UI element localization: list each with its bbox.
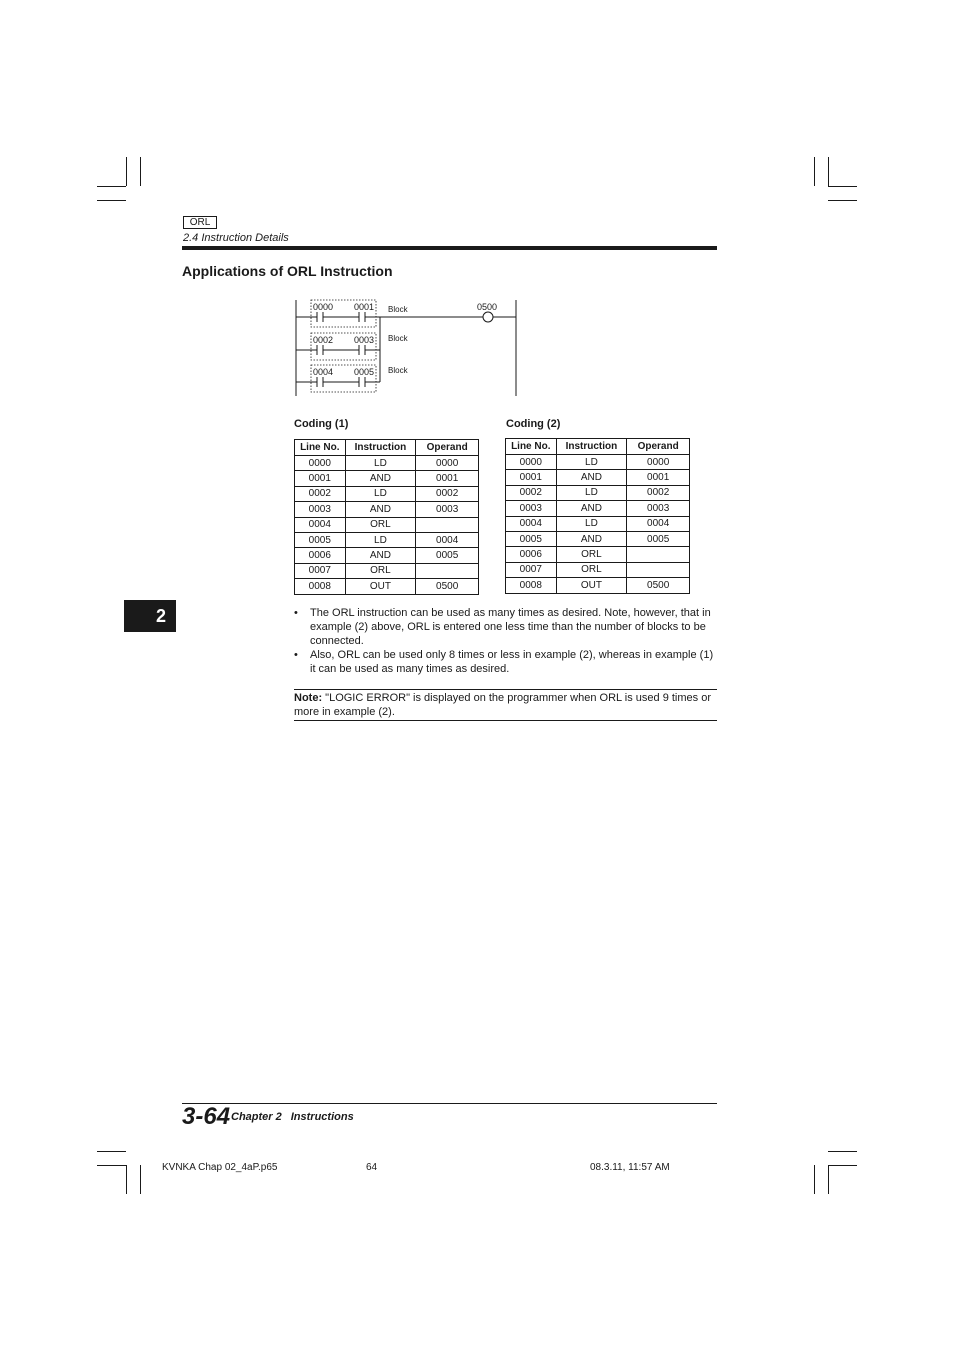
coil-label: 0500 — [477, 302, 498, 312]
table-row — [506, 547, 690, 562]
list-item — [294, 606, 718, 648]
crop-mark — [828, 186, 857, 187]
block-label: Block — [388, 305, 408, 314]
crop-mark — [140, 157, 141, 186]
table-cell: 0001 — [416, 471, 479, 486]
crop-mark — [828, 1165, 829, 1194]
table-cell: 0005 — [416, 548, 479, 563]
table-cell — [627, 562, 690, 577]
chapter-tab: 2 — [124, 600, 176, 632]
note-rule — [294, 689, 717, 690]
section-label: 2.4 Instruction Details — [183, 232, 289, 244]
crop-mark — [814, 157, 815, 186]
table-cell: LD — [556, 485, 627, 500]
contact-label: 0003 — [354, 335, 375, 345]
contact-label: 0002 — [313, 335, 334, 345]
table-cell: ORL — [556, 562, 627, 577]
chapter-number: Chapter 2 — [231, 1111, 282, 1123]
slug-file: KVNKA Chap 02_4aP.p65 — [162, 1162, 278, 1173]
contact-label: 0004 — [313, 367, 334, 377]
table-cell: 0002 — [416, 486, 479, 501]
block-label: Block — [388, 366, 408, 375]
table-cell: 0001 — [295, 471, 346, 486]
crop-mark — [97, 1165, 126, 1166]
table-row — [295, 502, 479, 517]
table-cell: 0000 — [295, 456, 346, 471]
table-header-row — [506, 439, 690, 455]
table-cell: LD — [556, 455, 627, 470]
table-cell: 0002 — [506, 485, 557, 500]
table-cell: 0500 — [627, 578, 690, 593]
block-label: Block — [388, 334, 408, 343]
bullet-list — [294, 606, 718, 676]
table-cell — [627, 547, 690, 562]
list-item — [294, 648, 718, 676]
chapter-title: Instructions — [290, 1111, 354, 1123]
table-cell: ORL — [345, 517, 416, 532]
bullet-text: Also, ORL can be used only 8 times or less in example (2), whereas in example (1) it can be used as many times as desired. — [310, 649, 714, 675]
bullet-icon: • — [294, 649, 298, 661]
table-cell: 0007 — [506, 562, 557, 577]
note-label: Note: — [294, 692, 323, 704]
table-cell: 0005 — [627, 531, 690, 546]
table-cell — [416, 517, 479, 532]
page-number: 3-64 — [182, 1103, 231, 1130]
table-row — [506, 578, 690, 593]
table-cell: 0001 — [506, 470, 557, 485]
table-cell: 0006 — [295, 548, 346, 563]
note — [294, 691, 717, 719]
table-row — [295, 563, 479, 578]
coding2-table — [505, 438, 690, 594]
table-row — [506, 516, 690, 531]
bullet-icon: • — [294, 607, 298, 619]
crop-mark — [814, 1165, 815, 1194]
table-cell: 0003 — [506, 501, 557, 516]
table-cell: 0002 — [295, 486, 346, 501]
table-cell: OUT — [556, 578, 627, 593]
table-cell: 0500 — [416, 579, 479, 594]
ladder-diagram — [290, 295, 525, 403]
table-row — [295, 548, 479, 563]
chapter-footer — [231, 1111, 363, 1123]
table-cell: 0001 — [627, 470, 690, 485]
table-cell: ORL — [556, 547, 627, 562]
table-cell: AND — [345, 471, 416, 486]
table-row — [295, 456, 479, 471]
crop-mark — [828, 157, 829, 186]
column-header: Operand — [416, 440, 479, 456]
table-cell: AND — [556, 501, 627, 516]
coding2-title: Coding (2) — [506, 418, 561, 430]
table-row — [506, 470, 690, 485]
footer-rule — [182, 1103, 717, 1104]
table-cell: 0008 — [295, 579, 346, 594]
table-row — [295, 486, 479, 501]
table-row — [506, 501, 690, 516]
table-cell: 0005 — [295, 532, 346, 547]
bullet-text: The ORL instruction can be used as many times as desired. Note, however, that in example (2) above, ORL is entered one less time than the number of blocks to be connected. — [310, 607, 711, 647]
table-cell: 0003 — [416, 502, 479, 517]
crop-mark — [828, 1165, 857, 1166]
crop-mark — [97, 200, 126, 201]
table-row — [295, 517, 479, 532]
table-cell: LD — [556, 516, 627, 531]
table-cell: 0006 — [506, 547, 557, 562]
table-row — [506, 531, 690, 546]
table-cell: 0002 — [627, 485, 690, 500]
table-row — [295, 532, 479, 547]
table-cell: 0008 — [506, 578, 557, 593]
coding1-title: Coding (1) — [294, 418, 349, 430]
table-cell: AND — [345, 548, 416, 563]
table-row — [506, 455, 690, 470]
crop-mark — [126, 157, 127, 186]
column-header: Instruction — [345, 440, 416, 456]
slug-page: 64 — [366, 1162, 378, 1173]
table-cell: LD — [345, 486, 416, 501]
crop-mark — [828, 1151, 857, 1152]
note-rule — [294, 720, 717, 721]
column-header: Line No. — [506, 439, 557, 455]
table-row — [506, 485, 690, 500]
contact-label: 0005 — [354, 367, 375, 377]
table-cell: 0005 — [506, 531, 557, 546]
note-text: "LOGIC ERROR" is displayed on the programmer when ORL is used 9 times or more in example (2). — [294, 692, 711, 718]
table-header-row — [295, 440, 479, 456]
column-header: Line No. — [295, 440, 346, 456]
header-rule — [182, 246, 717, 250]
crop-mark — [140, 1165, 141, 1194]
crop-mark — [126, 1165, 127, 1194]
table-cell: AND — [345, 502, 416, 517]
table-cell: 0004 — [295, 517, 346, 532]
coding1-table — [294, 439, 479, 595]
table-row — [295, 471, 479, 486]
table-cell: 0004 — [627, 516, 690, 531]
table-cell: 0004 — [416, 532, 479, 547]
column-header: Instruction — [556, 439, 627, 455]
table-cell: LD — [345, 456, 416, 471]
contact-label: 0001 — [354, 302, 375, 312]
table-row — [506, 562, 690, 577]
table-cell: 0000 — [506, 455, 557, 470]
table-cell: 0000 — [627, 455, 690, 470]
table-cell — [416, 563, 479, 578]
table-cell: 0004 — [506, 516, 557, 531]
table-row — [295, 579, 479, 594]
table-cell: 0003 — [295, 502, 346, 517]
crop-mark — [97, 1151, 126, 1152]
contact-label: 0000 — [313, 302, 334, 312]
table-cell: 0007 — [295, 563, 346, 578]
crop-mark — [97, 186, 126, 187]
table-cell: 0000 — [416, 456, 479, 471]
slug-timestamp: 08.3.11, 11:57 AM — [590, 1162, 670, 1173]
page-title: Applications of ORL Instruction — [182, 263, 393, 279]
table-cell: ORL — [345, 563, 416, 578]
table-cell: AND — [556, 470, 627, 485]
table-cell: 0003 — [627, 501, 690, 516]
table-cell: AND — [556, 531, 627, 546]
table-cell: LD — [345, 532, 416, 547]
table-cell: OUT — [345, 579, 416, 594]
instruction-tag: ORL — [183, 216, 217, 229]
crop-mark — [828, 200, 857, 201]
column-header: Operand — [627, 439, 690, 455]
